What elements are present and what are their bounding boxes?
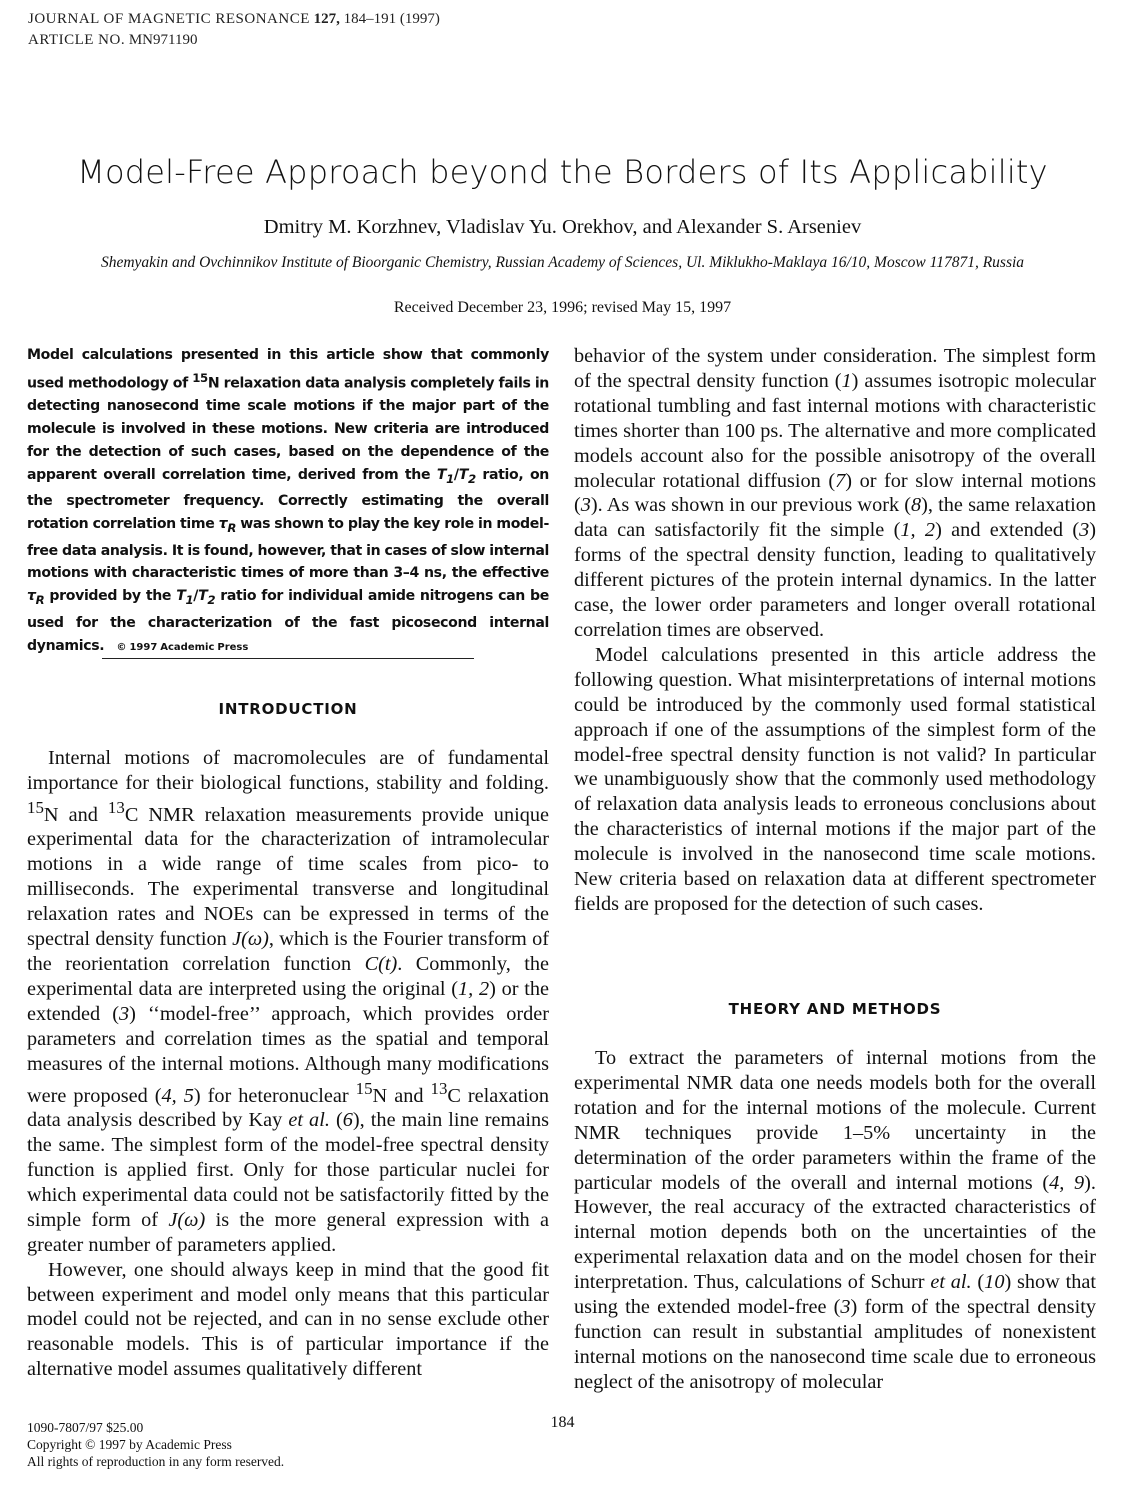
- paragraph: However, one should always keep in mind that the good fit between experiment and model only means that this particular model could not be rejected, and can in no sense exclude other reasonable models. This is of particular importance if the alternative model assumes qualitatively different: [27, 1258, 549, 1381]
- paragraph: To extract the parameters of internal motions from the experimental NMR data one needs models both for the overall rotation and for the internal motions of the molecule. Current NMR techniques provide 1–5% uncertainty in the determination of the order parameters within the frame of the particular models of the overall and internal motions (4, 9). However, the real accuracy of the extracted characteristics of internal motion depends both on the uncertainties of the experimental relaxation data and on the model chosen for their interpretation. Thus, calculations of Schurr et al. (10) show that using the extended model-free (3) form of the spectral density function can result in substantial amplitudes of nonexistent internal motions on the nanosecond time scale due to erroneous neglect of the anisotropy of molecular: [574, 1047, 1097, 1393]
- journal-volume: 127,: [313, 11, 340, 27]
- paper-title: Model-Free Approach beyond the Borders of Its Applicability: [77, 153, 1048, 191]
- citation-ref[interactable]: 4, 5: [161, 1084, 194, 1107]
- isotope-superscript: 15: [355, 1078, 373, 1098]
- abstract-text: Model calculations presented in this article show that commonly used methodology of: [27, 347, 549, 392]
- isotope-superscript: 13: [430, 1078, 448, 1098]
- isotope-superscript: 15: [27, 797, 44, 817]
- abstract-text: ratio, on the spectrometer frequency. Correctly estimating the overall rotation correlation time: [27, 466, 549, 533]
- footer-rights: All rights of reproduction in any form reserved.: [27, 1454, 285, 1469]
- citation-ref[interactable]: 6: [342, 1109, 353, 1132]
- paragraph: behavior of the system under consideration. The simplest form of the spectral density function (1) assumes isotropic molecular rotational tumbling and fast internal motions with characteristic times shorter than 100 ps. The alternative and more complicated models account also for the possible anisotropy of the overall molecular rotational diffusion (7) or for slow internal motions (3). As was shown in our previous work (8), the same relaxation data can satisfactorily fit the simple (1, 2) and extended (3) forms of the spectral density function, leading to qualitatively different pictures of the protein internal dynamics. In the latter case, the lower order parameters and longer overall rotational correlation times are observed.: [574, 345, 1097, 641]
- citation-ref[interactable]: 1, 2: [900, 519, 936, 542]
- journal-name: JOURNAL OF MAGNETIC RESONANCE: [28, 11, 310, 27]
- footer-notes: [27, 1419, 284, 1470]
- et-al: et al.: [288, 1109, 330, 1132]
- citation-ref[interactable]: 10: [984, 1271, 1005, 1294]
- abstract-text: ratio for individual amide nitrogens can be used for the characterization of the fast picosecond internal dynamics.: [27, 588, 550, 654]
- abstract-text: provided by the: [44, 588, 177, 605]
- footer-copyright: Copyright © 1997 by Academic Press: [27, 1437, 232, 1452]
- received-dates: Received December 23, 1996; revised May 15, 1997: [393, 299, 732, 316]
- math-tau-r: $\tau_R$: [218, 516, 237, 535]
- page-number: 184: [550, 1414, 575, 1431]
- citation-ref[interactable]: 3: [580, 494, 591, 517]
- math-t2: $T_2$: [458, 466, 476, 486]
- authors: Dmitry M. Korzhnev, Vladislav Yu. Orekhov, and Alexander S. Arseniev: [263, 216, 862, 238]
- abstract-text: N relaxation data analysis completely fails in detecting nanosecond time scale motions if the major part of the molecule is involved in these motions. New criteria are introduced for the detection of such cases, based on the dependence of the apparent overall correlation time, derived from the: [27, 375, 549, 483]
- journal-citation: [28, 9, 440, 30]
- article-number-value: MN971190: [128, 32, 198, 48]
- journal-year: (1997): [399, 11, 440, 27]
- math-j-omega: J(ω): [232, 928, 269, 951]
- footer-price: 1090-7807/97 $25.00: [27, 1420, 144, 1435]
- section-heading-theory: THEORY AND METHODS: [728, 1000, 942, 1018]
- citation-ref[interactable]: 3: [840, 1296, 851, 1319]
- paragraph: Model calculations presented in this article address the following question. What misinterpretations of internal motions could be introduced by the commonly used formal statistical approach if one of the assumptions of the simplest form of the model-free spectral density function is not valid? In particular we unambiguously show that the commonly used methodology of relaxation data analysis leads to erroneous conclusions about the characteristics of internal motions if the major part of the molecule is involved in the nanosecond time scale motions. New criteria based on relaxation data at different spectrometer fields are proposed for the detection of such cases.: [574, 643, 1096, 915]
- citation-ref[interactable]: 1, 2: [458, 977, 490, 1000]
- citation-ref[interactable]: 7: [835, 469, 846, 492]
- paragraph: Internal motions of macromolecules are of fundamental importance for their biological functions, stability and folding. $^{15}$N and $^{13}$C NMR relaxation measurements provide unique experimental data for the characterization of intramolecular motions in a wide range of time scales from pico- to milliseconds. The experimental transverse and longitudinal relaxation rates and NOEs can be expressed in terms of the spectral density function J(ω), which is the Fourier transform of the reorientation correlation function C(t). Commonly, the experimental data are interpreted using the original (1, 2) or the extended (3) ‘‘model-free’’ approach, which provides order parameters and correlation times as the spatial and temporal measures of the internal motions. Although many modifications were proposed (4, 5) for heteronuclear $^{15}$N and $^{13}$C relaxation data analysis described by Kay et al. (6), the main line remains the same. The simplest form of the model-free spectral density function is applied first. Only for those particular nuclei for which experimental data could not be satisfactorily fitted by the simple form of J(ω) is the more general expression with a greater number of parameters applied.: [27, 747, 550, 1256]
- citation-ref[interactable]: 1: [841, 369, 852, 392]
- et-al: et al.: [930, 1271, 972, 1294]
- journal-header: [28, 9, 440, 51]
- section-heading-introduction: INTRODUCTION: [218, 700, 358, 718]
- math-t1: $T_1$: [176, 588, 194, 608]
- article-number: [28, 30, 440, 51]
- math-t1: $T_1$: [436, 466, 454, 486]
- citation-ref[interactable]: 3: [118, 1002, 130, 1025]
- journal-pages: 184–191: [343, 11, 397, 27]
- isotope-superscript: 13: [107, 797, 125, 817]
- math-tau-r: $\tau_R$: [27, 588, 45, 608]
- abstract-divider: [102, 658, 474, 659]
- theory-body: [574, 1046, 1096, 1395]
- introduction-body: [27, 746, 549, 1382]
- math-c-t: C(t): [364, 953, 398, 976]
- abstract-text: was shown to play the key role in model-free data analysis. It is found, however, that in cases of slow internal motions with characteristic times of more than 3–4 ns, the effective: [27, 516, 549, 582]
- abstract-copyright: © 1997 Academic Press: [116, 641, 249, 653]
- affiliation: Shemyakin and Ovchinnikov Institute of Bioorganic Chemistry, Russian Academy of Sciences, Ul. Miklukho-Maklaya 16/10, Moscow 117871, Russia: [100, 254, 1025, 271]
- article-number-label: ARTICLE NO.: [28, 32, 126, 48]
- isotope-superscript: 15: [192, 370, 208, 385]
- citation-ref[interactable]: 8: [911, 494, 922, 517]
- citation-ref[interactable]: 3: [1079, 519, 1090, 542]
- math-t2: $T_2$: [198, 588, 216, 608]
- abstract: Model calculations presented in this article show that commonly used methodology of $^{15}$N relaxation data analysis completely fails in detecting nanosecond time scale motions if the major part of the molecule is involved in these motions. New criteria are introduced for the detection of such cases, based on the dependence of the apparent overall correlation time, derived from the $T_1/T_2$ ratio, on the spectrometer frequency. Correctly estimating the overall rotation correlation time $\tau_R$ was shown to play the key role in model-free data analysis. It is found, however, that in cases of slow internal motions with characteristic times of more than 3–4 ns, the effective $\tau_R$ provided by the $T_1/T_2$ ratio for individual amide nitrogens can be used for the characterization of the fast picosecond internal dynamics. © 1997 Academic Press: [27, 347, 550, 654]
- math-j-omega: J(ω): [168, 1208, 206, 1231]
- citation-ref[interactable]: 4, 9: [1049, 1171, 1085, 1194]
- introduction-body-continued: [574, 344, 1096, 917]
